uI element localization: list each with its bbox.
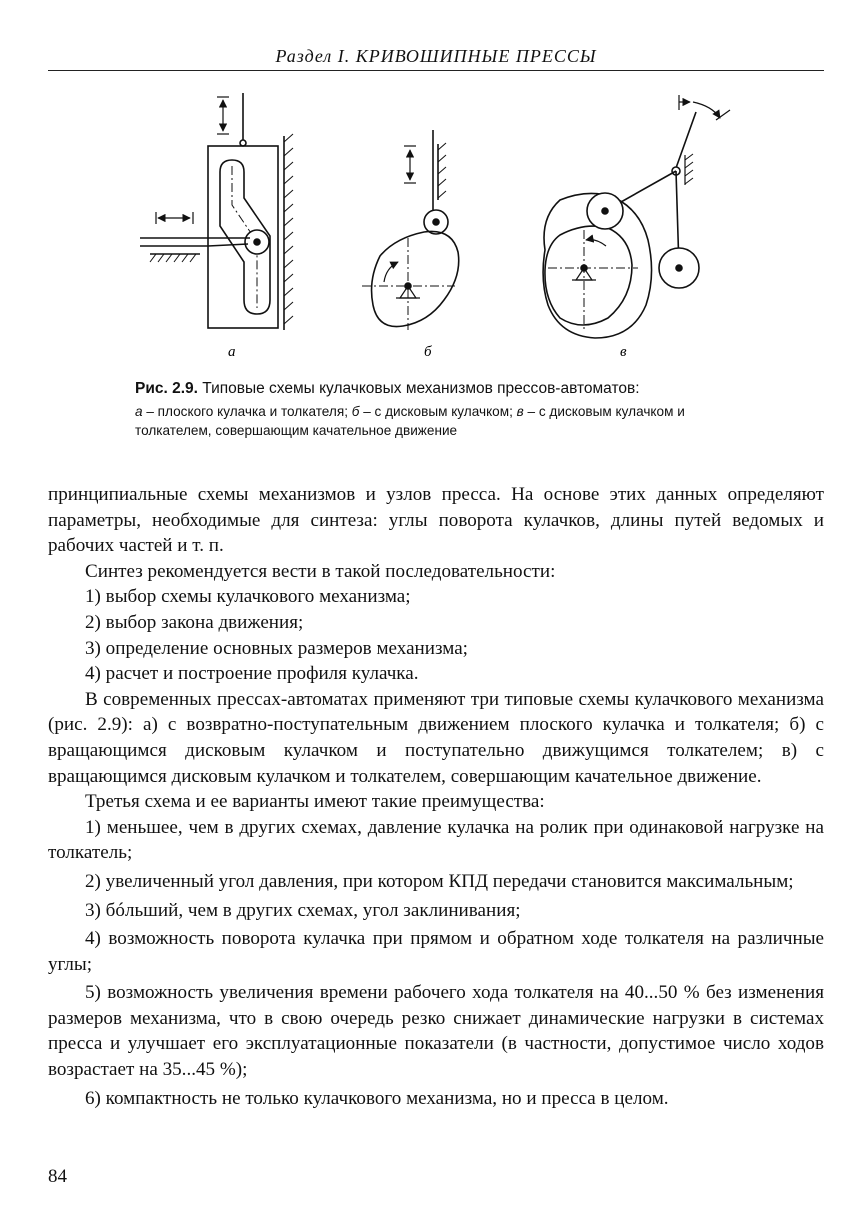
- motion-arrow-vertical: [217, 97, 229, 134]
- body-text: [48, 482, 824, 1114]
- caption-number: Рис. 2.9.: [135, 380, 198, 397]
- caption-text-b: – с дисковым кулачком;: [359, 404, 517, 419]
- caption-title-text: Типовые схемы кулачковых механизмов прессов-автоматов:: [202, 380, 640, 397]
- list-item: 5) возможность увеличения времени рабочего хода толкателя на 40...50 % без изменения размеров механизма, что в свою очередь резко снижает динамические нагрузки в системах пресса и улучшает его эксплуатационные показатели (в частности, допустимое число ходов возрастает на 35...45 %);: [48, 982, 824, 1081]
- scheme-c-rocker-follower: [543, 95, 730, 338]
- caption-letter-c: в: [516, 404, 524, 419]
- caption-text-c: – с дисковым кулачком и толкателем, совершающим качательное движение: [135, 404, 685, 438]
- list-item: 3) бóльший, чем в других схемах, угол заклинивания;: [85, 899, 521, 921]
- list-item: 6) компактность не только кулачкового механизма, но и пресса в целом.: [85, 1087, 669, 1109]
- motion-arrow-vertical-b: [404, 146, 416, 183]
- scheme-b-disk-cam: [362, 130, 459, 330]
- figure-cam-mechanisms: [0, 0, 866, 380]
- caption-letter-b: б: [351, 404, 360, 419]
- paragraph: Третья схема и ее варианты имеют такие преимущества:: [85, 791, 545, 813]
- page-number: 84: [48, 1166, 67, 1187]
- list-item: 4) возможность поворота кулачка при прямом и обратном ходе толкателя на различные углы;: [48, 928, 824, 975]
- rotation-arrow: [679, 95, 730, 120]
- caption-title: [135, 378, 755, 400]
- scheme-a-label: а: [228, 344, 236, 360]
- caption-text-a: – плоского кулачка и толкателя;: [142, 404, 352, 419]
- caption-letter-a: а: [135, 404, 143, 419]
- caption-description: [135, 402, 755, 440]
- list-item: 2) выбор закона движения;: [85, 611, 304, 633]
- scheme-b-label: б: [424, 344, 432, 360]
- paragraph: принципиальные схемы механизмов и узлов пресса. На основе этих данных определяют параметры, необходимые для синтеза: углы поворота кулачков, длины путей ведомых и рабочих частей и т. п.: [48, 484, 824, 557]
- list-item: 1) выбор схемы кулачкового механизма;: [85, 586, 411, 608]
- paragraph: В современных прессах-автоматах применяют три типовые схемы кулачкового механизма (рис. 2.9): а) с возвратно-поступательным движением плоского кулачка и толкателя; б) с вращающимся дисковым кулачком и поступательно движущимся толкателем; в) с вращающимся дисковым кулачком и толкателем, совершающим качательное движение.: [48, 688, 824, 787]
- list-item: 2) увеличенный угол давления, при котором КПД передачи становится максимальным;: [85, 870, 794, 892]
- header-title: Раздел I. КРИВОШИПНЫЕ ПРЕССЫ: [275, 46, 597, 66]
- scheme-a-flat-cam: [140, 93, 293, 330]
- list-item: 3) определение основных размеров механизма;: [85, 637, 468, 659]
- motion-arrow-horizontal: [156, 212, 193, 224]
- list-item: 1) меньшее, чем в других схемах, давление кулачка на ролик при одинаковой нагрузке на толкатель;: [48, 816, 824, 864]
- list-item: 4) расчет и построение профиля кулачка.: [85, 663, 419, 685]
- paragraph: Синтез рекомендуется вести в такой последовательности:: [85, 560, 556, 582]
- scheme-c-label: в: [620, 344, 627, 360]
- figure-caption: [135, 378, 755, 440]
